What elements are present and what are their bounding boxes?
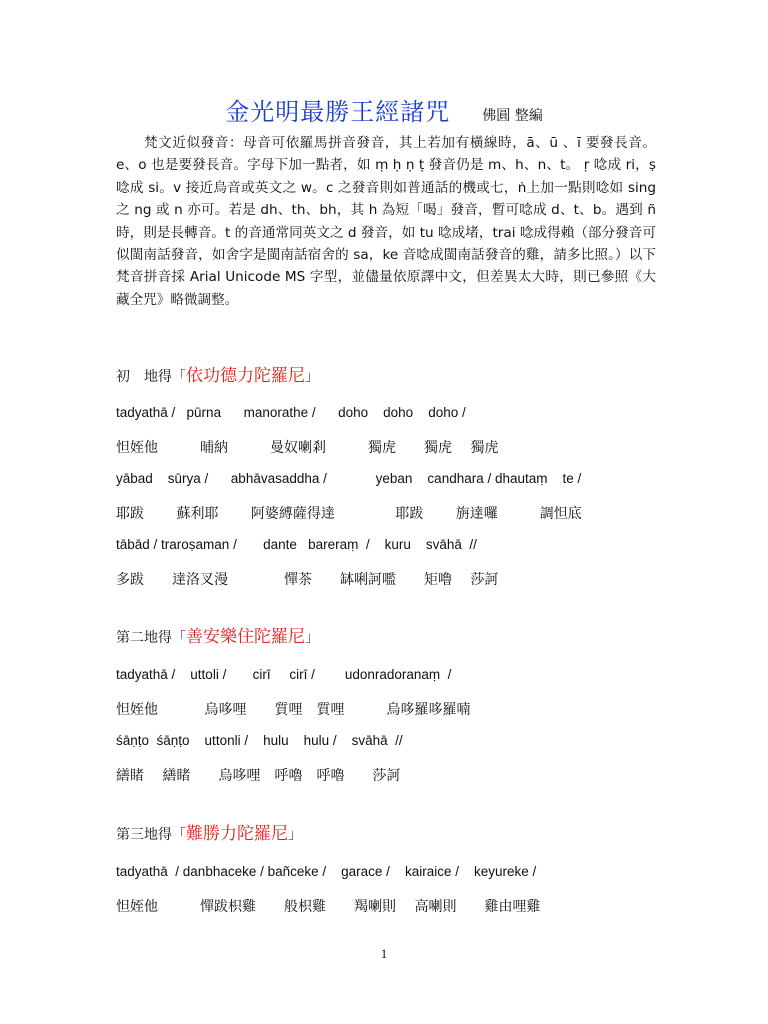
mantra-chinese-line: 多跋 達洛叉漫 憚茶 缽唎訶嚂 矩嚕 莎訶 [116, 572, 499, 588]
section-1-suffix: 」 [305, 369, 319, 385]
section-3-prefix: 第三地得「 [116, 827, 186, 843]
intro-text: 梵文近似發音：母音可依羅馬拼音發音，其上若加有橫線時，ā、ū 、ī 要發長音。e、o 也是要發長音。字母下加一點者，如 ṃ ḥ ṇ ṭ 發音仍是 m、h、n、t。 ṛ 唸成 ri，ṣ 唸成 si。v 接近烏音或英文之 w。c 之發音則如普通話的機或七，ṅ上加一點則唸如 sing 之 ng 或 n 亦可。若是 dh、th、bh，其 h 為短「喝」發音，暫可唸成 d、t、b。遇到 ñ 時，則是長轉音。t 的音通常同英文之 d 發音，如 tu 唸成堵，trai 唸成得賴（部分發音可似閩南話發音，如舍字是閩南話宿舍的 sa，ke 音唸成閩南話發音的雞，請多比照。）以下梵音拼音採 Arial Unicode MS 字型，並儘量依原譯中文，但差異太大時，則已參照《大藏全咒》略微調整。 [116, 135, 656, 308]
mantra-chinese-line: 怛姪他 憚跋枳雞 般枳雞 羯喇則 高喇則 雞由哩雞 [116, 899, 541, 915]
section-3-suffix: 」 [288, 827, 302, 843]
page-number: 1 [380, 946, 388, 961]
title-row [0, 92, 768, 127]
editor-credit: 佛圓 整編 [482, 108, 543, 124]
mantra-chinese-line: 耶跋 蘇利耶 阿婆縛薩得達 耶跋 旃達囉 調怛底 [116, 506, 582, 522]
section-heading-3 [116, 819, 302, 844]
mantra-romanized-line: tadyathā / danbhaceke / bañceke / garace / kairaice / keyureke / [116, 864, 537, 879]
section-3-name: 難勝力陀羅尼 [186, 824, 288, 844]
mantra-romanized-line: tadyathā / pūrna manorathe / doho doho doho / [116, 405, 466, 420]
section-1-name: 依功德力陀羅尼 [186, 366, 305, 386]
section-2-name: 善安樂住陀羅尼 [186, 627, 305, 647]
section-heading-1 [116, 361, 319, 386]
section-2-prefix: 第二地得「 [116, 630, 186, 646]
section-heading-2 [116, 622, 319, 647]
mantra-romanized-line: tābād / traroṣaman / dante bareraṃ / kuru svāhā // [116, 537, 477, 552]
mantra-chinese-line: 怛姪他 烏哆哩 質哩 質哩 烏哆羅哆羅喃 [116, 702, 471, 718]
section-2-suffix: 」 [305, 630, 319, 646]
mantra-romanized-line: yābad sūrya / abhāvasaddha / yeban candhara / dhautaṃ te / [116, 471, 582, 486]
intro-paragraph [116, 132, 656, 311]
mantra-chinese-line: 繕睹 繕睹 烏哆哩 呼嚕 呼嚕 莎訶 [116, 768, 401, 784]
document-title: 金光明最勝王經諸咒 [225, 98, 451, 126]
section-1-prefix: 初 地得「 [116, 369, 186, 385]
mantra-chinese-line: 怛姪他 晡納 曼奴喇剎 獨虎 獨虎 獨虎 [116, 440, 499, 456]
mantra-romanized-line: śāṇṭo śāṇṭo uttonli / hulu hulu / svāhā // [116, 733, 403, 748]
mantra-romanized-line: tadyathā / uttoli / cirī cirī / udonradoranaṃ / [116, 667, 452, 682]
